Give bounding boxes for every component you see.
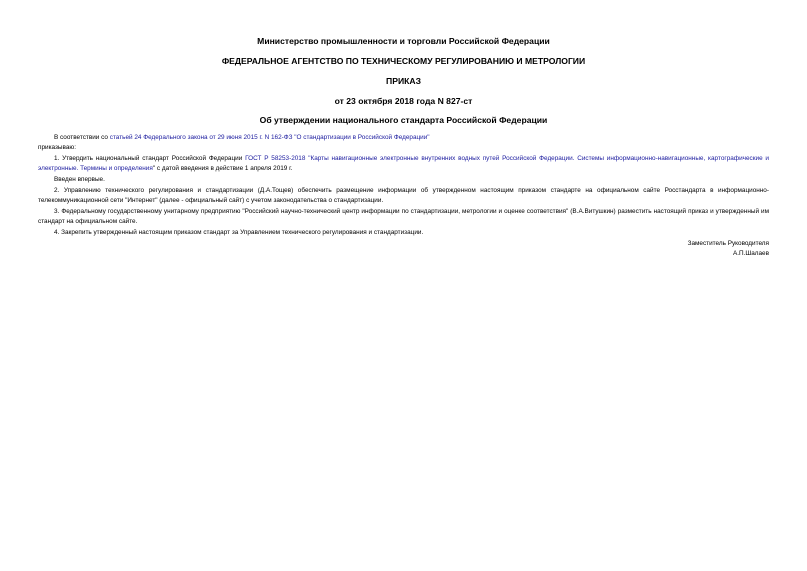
item-2: 2. Управлению технического регулирования и стандартизации (Д.А.Тощев) обеспечить размещение информации об утвержденном настоящим приказом стандарте на официальном сайте Росстандарта в информационно-телекоммуникационной сети "Интернет" (далее - официальный сайт) с учетом законодательства о стандартизации. xyxy=(38,187,769,204)
item-1-text: 1. Утвердить национальный стандарт Российской Федерации xyxy=(54,155,246,162)
preamble xyxy=(38,133,769,143)
preamble-text: В соответствии со xyxy=(54,134,110,141)
gost-link[interactable]: ГОСТ Р 58253-2018 "Карты навигационные электронные внутренних водных путей Российской Федерации. Системы информационно-навигационные, картографические и электронные. Термины и определения xyxy=(38,155,769,172)
document-subject: Об утверждении национального стандарта Российской Федерации xyxy=(259,115,548,125)
item-4: 4. Закрепить утвержденный настоящим приказом стандарт за Управлением технического регулирования и стандартизации. xyxy=(54,229,424,236)
ministry-heading: Министерство промышленности и торговли Российской Федерации xyxy=(257,36,550,46)
signatory-position: Заместитель Руководителя xyxy=(687,240,769,247)
order-word: приказываю: xyxy=(38,144,76,151)
document-date-number: от 23 октября 2018 года N 827-ст xyxy=(334,96,473,106)
item-3: 3. Федеральному государственному унитарному предприятию "Российский научно-технический центр информации по стандартизации, метрологии и оценке соответствия" (В.А.Витушкин) разместить настоящий приказ и утвержденный им стандарт на официальном сайте. xyxy=(38,208,769,225)
item-1 xyxy=(38,154,769,173)
item-1-suffix: " с датой введения в действие 1 апреля 2019 г. xyxy=(152,164,293,172)
document-type: ПРИКАЗ xyxy=(386,76,421,86)
agency-heading: ФЕДЕРАЛЬНОЕ АГЕНТСТВО ПО ТЕХНИЧЕСКОМУ РЕГУЛИРОВАНИЮ И МЕТРОЛОГИИ xyxy=(221,56,586,66)
federal-law-link[interactable]: статьей 24 Федерального закона от 29 июня 2015 г. N 162-ФЗ "О стандартизации в Российской Федерации" xyxy=(109,134,430,141)
signatory-name: А.П.Шалаев xyxy=(732,250,769,257)
introduced-note: Введен впервые. xyxy=(54,176,105,183)
